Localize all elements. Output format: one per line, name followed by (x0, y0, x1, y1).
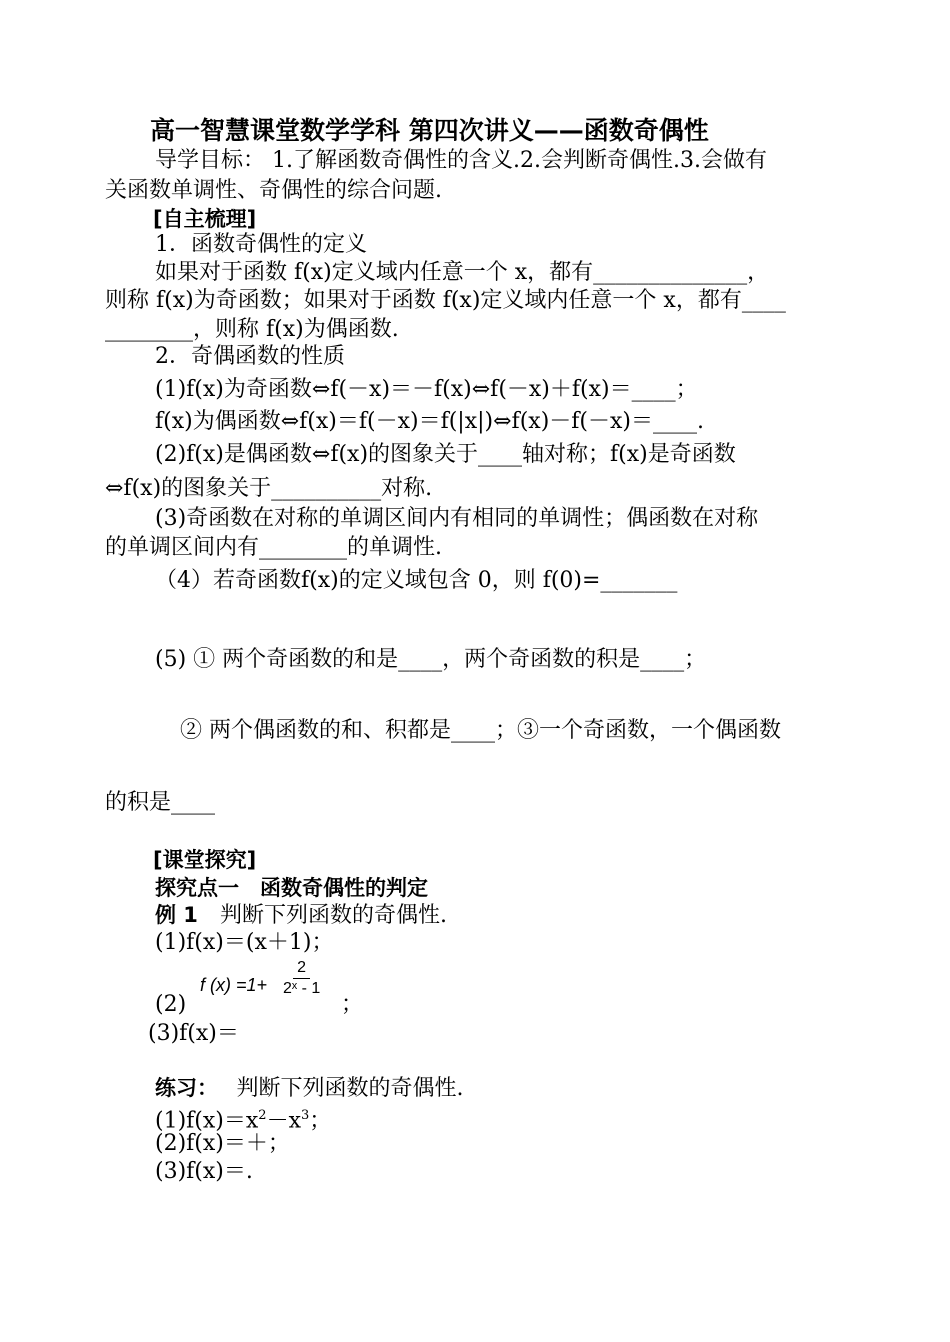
example-1-label: 例 1 (155, 903, 198, 927)
item2-property-1a: (1)f(x)为奇函数⇔f(－x)＝－f(x)⇔f(－x)＋f(x)＝____； (155, 377, 698, 402)
practice-label: 练习： (155, 1076, 208, 1100)
item2-property-5b: ② 两个偶函数的和、积都是____；③一个奇函数，一个偶函数 (180, 718, 781, 743)
item2-property-5c: 的积是____ (105, 790, 216, 815)
fraction-denominator: 2ˣ - 1 (283, 980, 321, 997)
practice-question-1-suffix: ； (309, 1108, 332, 1134)
practice (155, 1073, 464, 1104)
item2-property-5: (5) ① 两个奇函数的和是____，两个奇函数的积是____； (155, 647, 707, 672)
item1-line-1: 如果对于函数 f(x)定义域内任意一个 x，都有______________， (155, 260, 770, 285)
item2-property-2b: ⇔f(x)的图象关于__________对称. (105, 476, 433, 501)
practice-question-2: (2)f(x)＝＋； (155, 1131, 290, 1156)
section-heading-class: [课堂探究] (153, 848, 257, 872)
practice-text: 判断下列函数的奇偶性. (207, 1076, 464, 1101)
page-title: 高一智慧课堂数学学科 第四次讲义——函数奇偶性 (150, 116, 709, 145)
superscript-2: 2 (258, 1108, 267, 1123)
example-1-text: 判断下列函数的奇偶性. (197, 903, 447, 928)
objectives-line-2: 关函数单调性、奇偶性的综合问题. (105, 178, 442, 203)
practice-question-1-prefix: (1)f(x)＝x (155, 1108, 259, 1134)
superscript-3: 3 (301, 1108, 310, 1123)
objectives-line-1: 导学目标： 1.了解函数奇偶性的含义.2.会判断奇偶性.3.会做有 (155, 148, 767, 173)
item2-heading: 2．奇偶函数的性质 (155, 344, 345, 369)
example-1-question-2-suffix: ； (341, 992, 364, 1017)
explore-point-1: 探究点一 函数奇偶性的判定 (155, 876, 428, 900)
example-1 (155, 900, 447, 931)
example-1-question-1: (1)f(x)＝(x＋1)； (155, 930, 334, 955)
example-1-question-2-prefix: (2) (155, 992, 187, 1017)
item1-line-3: ________，则称 f(x)为偶函数. (105, 317, 399, 342)
example-1-question-2-expr: f (x) =1+ (200, 975, 268, 995)
item2-property-3a: (3)奇函数在对称的单调区间内有相同的单调性；偶函数在对称 (155, 506, 759, 531)
item2-property-4: （4）若奇函数f(x)的定义域包含 0，则 f(0)=_______ (155, 568, 678, 593)
item1-heading: 1．函数奇偶性的定义 (155, 232, 367, 257)
item1-line-2: 则称 f(x)为奇函数；如果对于函数 f(x)定义域内任意一个 x，都有____ (105, 288, 786, 313)
fraction-numerator: 2 (293, 958, 310, 979)
example-1-question-3: (3)f(x)＝ (148, 1021, 239, 1046)
item2-property-3b: 的单调区间内有________的单调性. (105, 535, 442, 560)
practice-question-3: (3)f(x)＝. (155, 1159, 253, 1184)
section-heading-self-study: [自主梳理] (153, 207, 257, 231)
practice-question-1-mid: －x (266, 1108, 301, 1134)
item2-property-1b: f(x)为偶函数⇔f(x)＝f(－x)＝f(|x|)⇔f(x)－f(－x)＝____. (155, 409, 704, 434)
example-1-question-2-fraction (283, 958, 320, 999)
item2-property-2a: (2)f(x)是偶函数⇔f(x)的图象关于____轴对称；f(x)是奇函数 (155, 442, 736, 467)
